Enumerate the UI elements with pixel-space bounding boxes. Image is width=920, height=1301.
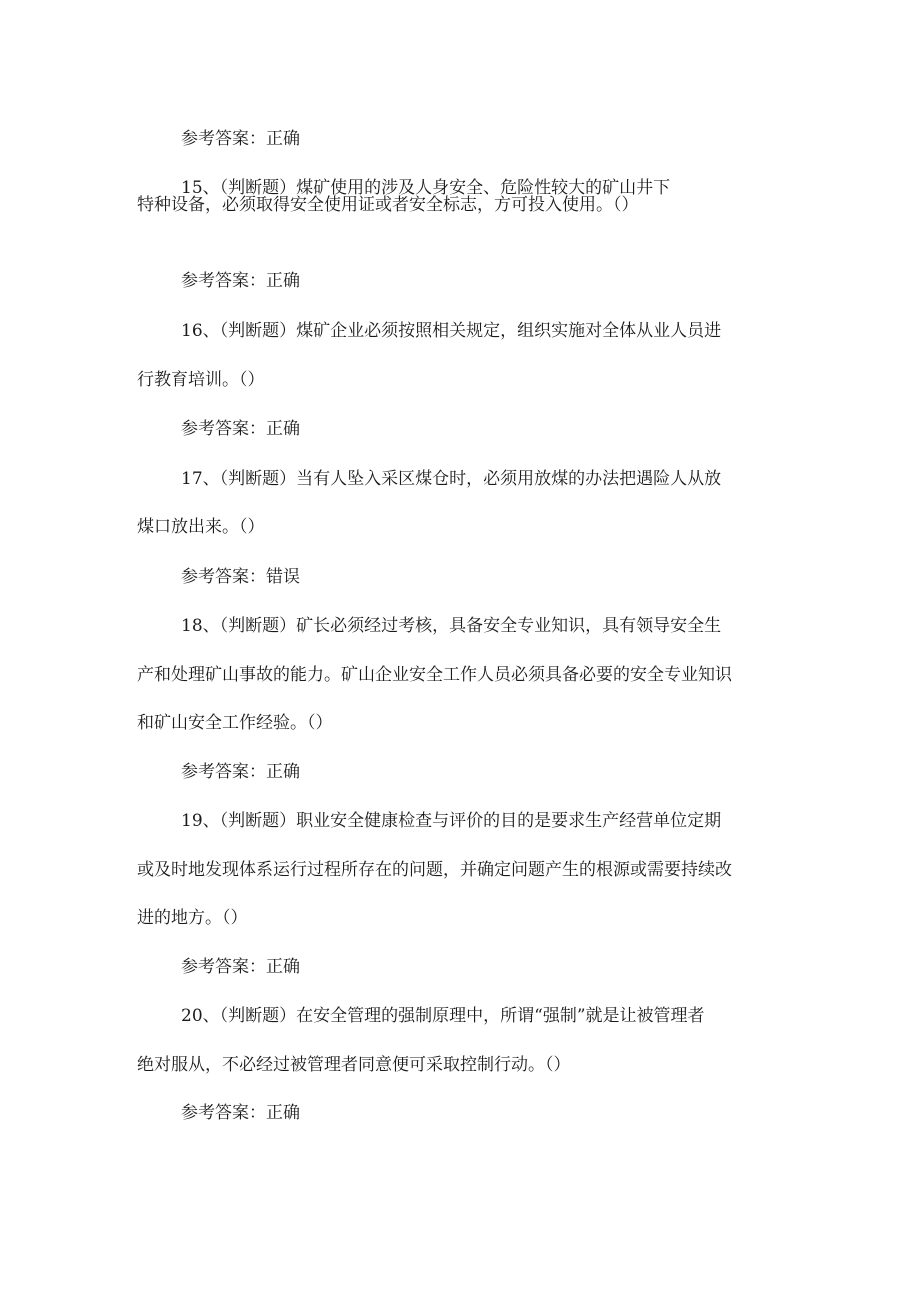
answer-label: 参考答案：	[181, 1103, 266, 1123]
question-17-line-2: 煤口放出来。（）	[137, 517, 265, 537]
question-19-line-3: 进的地方。（）	[137, 908, 248, 928]
answer-line	[181, 957, 300, 977]
answer-label: 参考答案：	[181, 762, 266, 782]
question-19-line-2: 或及时地发现体系运行过程所存在的问题，并确定问题产生的根源或需要持续改	[137, 860, 732, 880]
answer-label: 参考答案：	[181, 419, 266, 439]
answer-value: 正确	[266, 271, 300, 291]
answer-line	[181, 1103, 300, 1123]
answer-value: 正确	[266, 957, 300, 977]
answer-line	[181, 129, 300, 149]
question-18-line-2: 产和处理矿山事故的能力。矿山企业安全工作人员必须具备必要的安全专业知识	[137, 665, 732, 685]
answer-value: 正确	[266, 1103, 300, 1123]
answer-value: 错误	[266, 567, 300, 587]
answer-label: 参考答案：	[181, 957, 266, 977]
answer-label: 参考答案：	[181, 129, 266, 149]
question-20-line-2: 绝对服从，不必经过被管理者同意便可采取控制行动。（）	[137, 1055, 571, 1075]
question-15-line-1: 15、（判断题）煤矿使用的涉及人身安全、危险性较大的矿山井下	[181, 178, 671, 198]
answer-line	[181, 567, 300, 587]
question-18-line-3: 和矿山安全工作经验。（）	[137, 713, 333, 733]
answer-value: 正确	[266, 419, 300, 439]
answer-line	[181, 762, 300, 782]
answer-line	[181, 271, 300, 291]
question-19-line-1: 19、（判断题）职业安全健康检查与评价的目的是要求生产经营单位定期	[181, 811, 722, 831]
question-17-line-1: 17、（判断题）当有人坠入采区煤仓时，必须用放煤的办法把遇险人从放	[181, 469, 722, 489]
question-16-line-1: 16、（判断题）煤矿企业必须按照相关规定，组织实施对全体从业人员进	[181, 321, 722, 341]
question-16-line-2: 行教育培训。（）	[137, 370, 265, 390]
question-18-line-1: 18、（判断题）矿长必须经过考核，具备安全专业知识，具有领导安全生	[181, 616, 722, 636]
answer-value: 正确	[266, 762, 300, 782]
answer-value: 正确	[266, 129, 300, 149]
answer-label: 参考答案：	[181, 271, 266, 291]
answer-line	[181, 419, 300, 439]
question-15-line-2: 特种设备，必须取得安全使用证或者安全标志，方可投入使用。（）	[137, 195, 639, 215]
answer-label: 参考答案：	[181, 567, 266, 587]
question-20-line-1: 20、（判断题）在安全管理的强制原理中，所谓“强制”就是让被管理者	[181, 1006, 705, 1026]
